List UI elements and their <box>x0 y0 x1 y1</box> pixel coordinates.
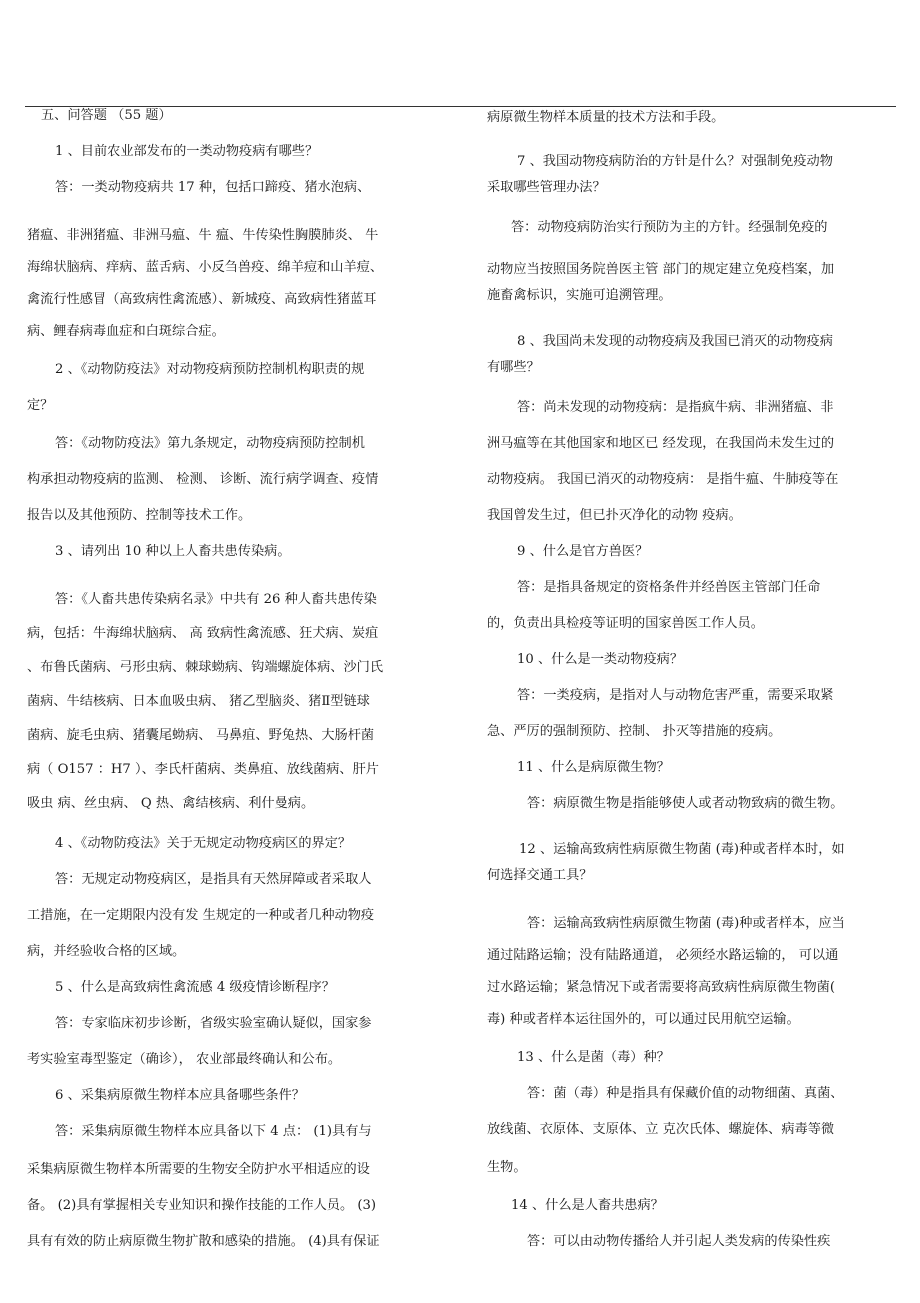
text-line: 答：动物疫病防治实行预防为主的方针。经强制免疫的 <box>511 220 828 235</box>
text-line: 14 、什么是人畜共患病？ <box>511 1198 664 1213</box>
text-line: 答：采集病原微生物样本应具备以下 4 点： (1)具有与 <box>55 1124 372 1139</box>
text-line: 8 、我国尚未发现的动物疫病及我国已消灭的动物疫病 <box>517 334 833 349</box>
text-line: 构承担动物疫病的监测、 检测、 诊断、流行病学调查、疫情 <box>27 472 379 487</box>
text-line: 11 、什么是病原微生物？ <box>517 760 670 775</box>
text-line: 动物疫病。 我国已消灭的动物疫病： 是指牛瘟、牛肺疫等在 <box>487 472 839 487</box>
text-line: 5 、什么是高致病性禽流感 4 级疫情诊断程序？ <box>55 980 335 995</box>
text-line: 12 、运输高致病性病原微生物菌 (毒)种或者样本时，如 <box>519 842 845 857</box>
text-line: 五、问答题 （55 题） <box>41 108 172 123</box>
text-line: 施畜禽标识，实施可追溯管理。 <box>487 288 672 303</box>
text-line: 毒) 种或者样本运往国外的，可以通过民用航空运输。 <box>487 1012 800 1027</box>
text-line: 洲马瘟等在其他国家和地区已 经发现，在我国尚未发生过的 <box>487 436 835 451</box>
text-line: 病原微生物样本质量的技术方法和手段。 <box>487 110 725 125</box>
text-line: 3 、请列出 10 种以上人畜共患传染病。 <box>55 544 291 559</box>
text-line: 猪瘟、非洲猪瘟、非洲马瘟、牛 瘟、牛传染性胸膜肺炎、 牛 <box>27 228 379 243</box>
text-line: 答：一类动物疫病共 17 种，包括口蹄疫、猪水泡病、 <box>55 180 371 195</box>
text-line: 采取哪些管理办法？ <box>487 180 606 195</box>
text-line: 答：菌（毒）种是指具有保藏价值的动物细菌、真菌、 <box>527 1086 844 1101</box>
text-line: 备。 (2)具有掌握相关专业知识和操作技能的工作人员。 (3) <box>27 1198 377 1213</box>
text-line: 答：尚未发现的动物疫病：是指疯牛病、非洲猪瘟、非 <box>517 400 834 415</box>
text-line: 2 、《动物防疫法》对动物疫病预防控制机构职责的规 <box>55 362 365 377</box>
text-line: 的，负责出具检疫等证明的国家兽医工作人员。 <box>487 616 764 631</box>
text-line: 1 、目前农业部发布的一类动物疫病有哪些？ <box>55 144 319 159</box>
text-line: 答：一类疫病，是指对人与动物危害严重，需要采取紧 <box>517 688 834 703</box>
text-line: 答：无规定动物疫病区，是指具有天然屏障或者采取人 <box>55 872 372 887</box>
text-line: 10 、什么是一类动物疫病？ <box>517 652 684 667</box>
text-line: 6 、采集病原微生物样本应具备哪些条件？ <box>55 1088 305 1103</box>
text-line: 考实验室毒型鉴定（确诊）， 农业部最终确认和公布。 <box>27 1052 342 1067</box>
text-line: 答：可以由动物传播给人并引起人类发病的传染性疾 <box>527 1234 831 1249</box>
text-line: 菌病、旋毛虫病、猪囊尾蚴病、 马鼻疽、野兔热、大肠杆菌 <box>27 728 375 743</box>
text-line: 定？ <box>27 398 54 413</box>
text-line: 答：运输高致病性病原微生物菌 (毒)种或者样本，应当 <box>527 916 845 931</box>
text-line: 具有有效的防止病原微生物扩散和感染的措施。 (4)具有保证 <box>27 1234 380 1249</box>
text-line: 、布鲁氏菌病、弓形虫病、棘球蚴病、钩端螺旋体病、沙门氏 <box>27 660 384 675</box>
text-line: 采集病原微生物样本所需要的生物安全防护水平相适应的设 <box>27 1162 370 1177</box>
text-line: 过水路运输；紧急情况下或者需要将高致病性病原微生物菌( <box>487 980 836 995</box>
text-line: 答：《人畜共患传染病名录》中共有 26 种人畜共患传染 <box>55 592 377 607</box>
text-line: 4 、《动物防疫法》关于无规定动物疫病区的界定？ <box>55 836 352 851</box>
text-line: 9 、什么是官方兽医？ <box>517 544 649 559</box>
text-line: 报告以及其他预防、控制等技术工作。 <box>27 508 252 523</box>
text-line: 病、鲤春病毒血症和白斑综合症。 <box>27 324 225 339</box>
text-line: 禽流行性感冒（高致病性禽流感）、新城疫、高致病性猪蓝耳 <box>27 292 377 307</box>
text-line: 菌病、牛结核病、日本血吸虫病、 猪乙型脑炎、猪Ⅱ型链球 <box>27 694 370 709</box>
text-line: 急、严厉的强制预防、控制、 扑灭等措施的疫病。 <box>487 724 782 739</box>
text-line: 病，包括：牛海绵状脑病、 高 致病性禽流感、狂犬病、炭疽 <box>27 626 379 641</box>
text-line: 答：专家临床初步诊断，省级实验室确认疑似，国家参 <box>55 1016 372 1031</box>
text-line: 海绵状脑病、痒病、蓝舌病、小反刍兽疫、绵羊痘和山羊痘、 <box>27 260 384 275</box>
text-line: 答：病原微生物是指能够使人或者动物致病的微生物。 <box>527 796 844 811</box>
text-line: 吸虫 病、丝虫病、 Q 热、禽结核病、利什曼病。 <box>27 796 315 811</box>
text-line: 工措施，在一定期限内没有发 生规定的一种或者几种动物疫 <box>27 908 375 923</box>
text-line: 我国曾发生过，但已扑灭净化的动物 疫病。 <box>487 508 742 523</box>
text-line: 7 、我国动物疫病防治的方针是什么？对强制免疫动物 <box>517 154 833 169</box>
text-line: 何选择交通工具？ <box>487 868 593 883</box>
text-line: 生物。 <box>487 1160 527 1175</box>
text-line: 答：是指具备规定的资格条件并经兽医主管部门任命 <box>517 580 821 595</box>
text-line: 放线菌、衣原体、支原体、立 克次氏体、螺旋体、病毒等微 <box>487 1122 835 1137</box>
text-line: 13 、什么是菌（毒）种？ <box>517 1050 670 1065</box>
text-line: 动物应当按照国务院兽医主管 部门的规定建立免疫档案，加 <box>487 262 835 277</box>
text-line: 答：《动物防疫法》第九条规定，动物疫病预防控制机 <box>55 436 365 451</box>
text-line: 有哪些？ <box>487 360 540 375</box>
text-line: 通过陆路运输；没有陆路通道， 必须经水路运输的， 可以通 <box>487 948 839 963</box>
text-line: 病，并经验收合格的区域。 <box>27 944 186 959</box>
text-line: 病（ O157 ：H7 ）、李氏杆菌病、类鼻疽、放线菌病、肝片 <box>27 762 379 777</box>
